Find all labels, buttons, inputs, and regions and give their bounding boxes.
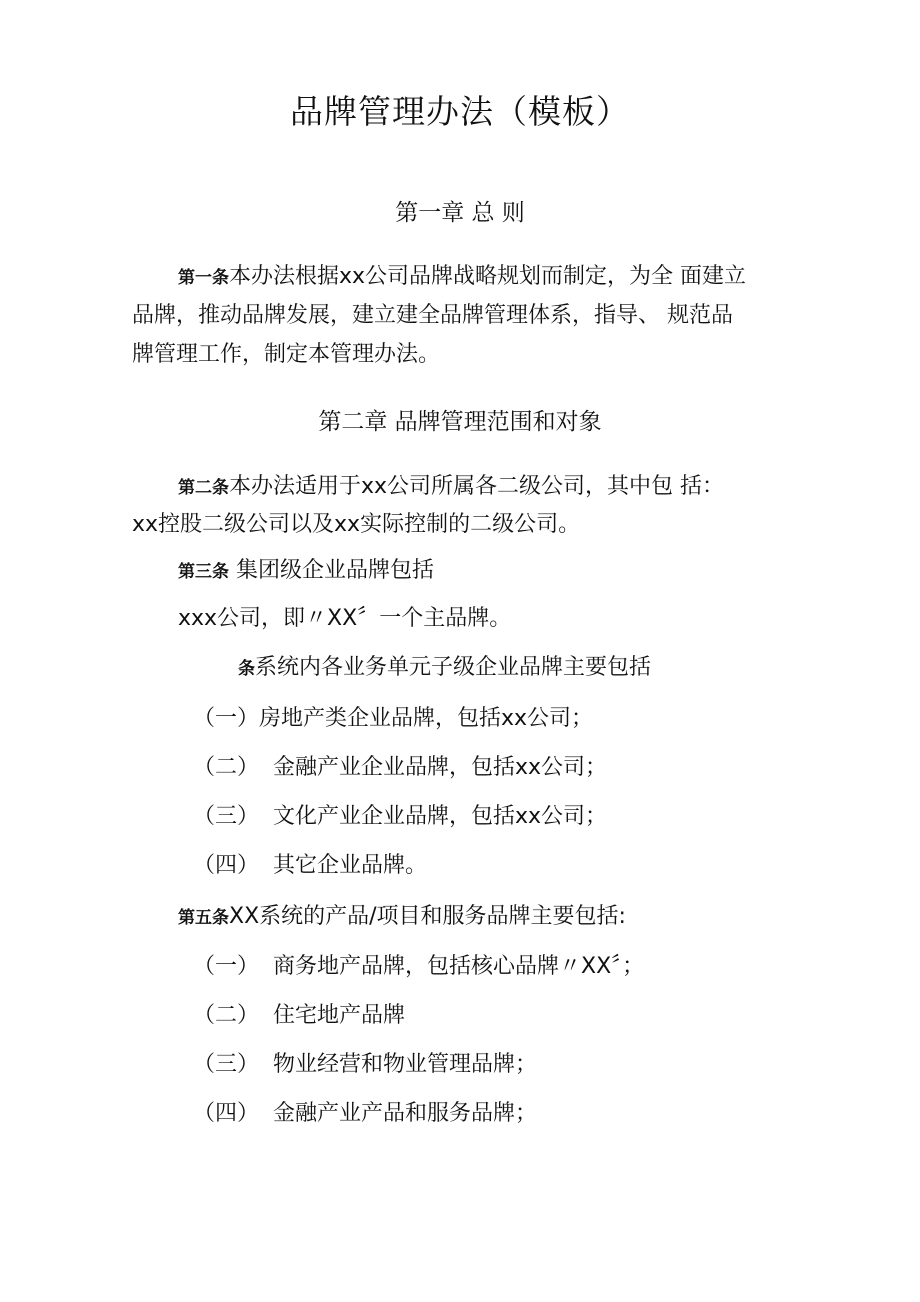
- list-text: 住宅地产品牌: [273, 1003, 406, 1028]
- list-num: （二）: [193, 1003, 260, 1028]
- chapter-2-heading: 第二章 品牌管理范围和对象: [318, 409, 602, 435]
- article-2-line-2: xx控股二级公司以及xx实际控制的二级公司。: [132, 512, 581, 537]
- article-2-label: 第二条: [178, 478, 229, 498]
- article-4-line: [238, 650, 651, 681]
- article-5-text: XX系统的产品/项目和服务品牌主要包括:: [229, 904, 626, 929]
- list-text: 其它企业品牌。: [273, 853, 428, 878]
- article-3-text: 集团级企业品牌包括: [236, 558, 435, 583]
- article-5-item-2: [193, 998, 405, 1029]
- article-4-item-1: [193, 701, 593, 732]
- list-text: 文化产业企业品牌，包括xx公司；: [273, 804, 608, 829]
- article-3-item: xxx公司，即〃XX〞一个主品牌。: [178, 606, 512, 631]
- article-3-line: [178, 553, 434, 584]
- article-2-text-1: 本办法适用于xx公司所属各二级公司，其中包 括：: [229, 474, 725, 499]
- article-5-label: 第五条: [178, 908, 229, 928]
- article-1-label: 第一条: [178, 268, 229, 288]
- article-5-item-3: [193, 1047, 537, 1078]
- list-text: 金融产业产品和服务品牌；: [273, 1101, 538, 1126]
- article-4-label: 条: [238, 659, 255, 679]
- list-num: （四）: [193, 1101, 260, 1126]
- chapter-1-heading: 第一章 总 则: [395, 200, 525, 226]
- article-4-item-3: [193, 799, 607, 830]
- article-5-item-1: [193, 949, 644, 980]
- article-4-text: 系统内各业务单元子级企业品牌主要包括: [255, 655, 652, 680]
- list-num: （三）: [193, 1052, 260, 1077]
- list-text: 金融产业企业品牌，包括xx公司；: [273, 755, 608, 780]
- article-4-item-2: [193, 750, 607, 781]
- list-text: 商务地产品牌，包括核心品牌〃XX〞；: [273, 954, 645, 979]
- list-num: （四）: [193, 853, 260, 878]
- list-num: （一）: [193, 954, 260, 979]
- article-3-label: 第三条: [178, 562, 229, 582]
- article-5-line: [178, 899, 626, 930]
- list-text: 物业经营和物业管理品牌；: [273, 1052, 538, 1077]
- article-2-line-1: [178, 469, 724, 500]
- document-title: 品牌管理办法（模板）: [290, 92, 630, 131]
- list-num: （二）: [193, 755, 260, 780]
- list-text: 房地产类企业品牌，包括xx公司；: [259, 706, 594, 731]
- list-num: （一）: [193, 706, 260, 731]
- article-4-item-4: [193, 848, 427, 879]
- article-1-text-1: 本办法根据xx公司品牌战略规划而制定，为全 面建立: [229, 264, 747, 289]
- article-5-item-4: [193, 1096, 537, 1127]
- list-num: （三）: [193, 804, 260, 829]
- article-1-line-3: 牌管理工作，制定本管理办法。: [132, 342, 441, 367]
- article-1-line-2: 品牌，推动品牌发展，建立建全品牌管理体系，指导、 规范品: [132, 303, 733, 328]
- article-1-line-1: [178, 259, 746, 290]
